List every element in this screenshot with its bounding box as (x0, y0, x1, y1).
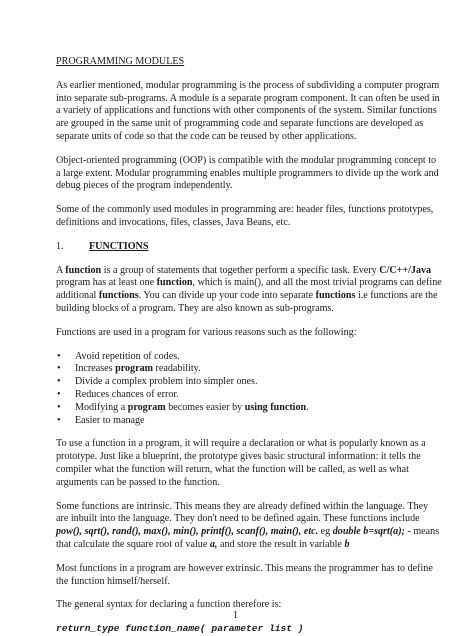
section-number: 1. (56, 240, 64, 252)
bullet-icon: • (57, 401, 61, 413)
bullet-icon: • (57, 414, 61, 426)
list-item: • Divide a complex problem into simpler ones. (57, 376, 258, 388)
page-title: PROGRAMMING MODULES (56, 56, 185, 67)
intro-paragraph: As earlier mentioned, modular programming is the process of subdividing a computer program into separate sub-programs. A module is a separate program component. It can often be used in a variety of applications and functions with other components of the system. Similar functions are grouped in the same unit of programming code and separate functions are developed as separate units of code so that the code can be reused by other applications. (56, 79, 440, 142)
section-title: FUNCTIONS (89, 240, 149, 252)
bullet-icon: • (57, 363, 61, 375)
list-item: • Increases program readability. (57, 363, 201, 375)
reasons-intro-paragraph: Functions are used in a program for various reasons such as the following: (56, 326, 357, 338)
extrinsic-functions-paragraph: Most functions in a program are however extrinsic. This means the programmer has to define the function himself/herself. (56, 562, 433, 587)
modules-paragraph: Some of the commonly used modules in programming are: header files, functions prototypes, definitions and invocations, files, classes, Java Beans, etc. (56, 204, 434, 228)
prototype-paragraph: To use a function in a program, it will require a declaration or what is popularly known as a prototype. Just like a blueprint, the prototype gives basic structural information: it tells the compiler what the function will return, what the function will be called, as well as what arguments can be passed to the function. (56, 438, 426, 488)
section-heading (56, 241, 442, 254)
bullet-icon: • (57, 376, 61, 388)
syntax-intro-paragraph: The general syntax for declaring a function therefore is: (56, 599, 282, 611)
function-definition-paragraph: A function is a group of statements that together perform a specific task. Every C/C++/Java program has at least one function, which is main(), and all the most trivial programs can define additional functions. You can divide up your code into separate functions i.e functions are the building blocks of a program. They are also known as sub-programs. (56, 264, 442, 314)
list-item: • Avoid repetition of codes. (57, 350, 180, 362)
list-item: • Easier to manage (57, 414, 145, 426)
list-item: • Modifying a program becomes easier by using function. (57, 401, 309, 413)
document-body (56, 56, 442, 636)
bullet-icon: • (57, 350, 61, 362)
page-number: 1 (233, 610, 238, 621)
intrinsic-functions-paragraph: Some functions are intrinsic. This means they are already defined within the language. They are inbuilt into the language. They don't need to be defined again. These functions include pow(), sqrt(), rand(), max(), min(), printf(), scanf(), main(), etc. eg double b=sqrt(a); - means that calculate the square root of value a, and store the result in variable b (56, 500, 440, 550)
oop-paragraph: Object-oriented programming (OOP) is compatible with the modular programming concept to a large extent. Modular programming enables multiple programmers to divide up the work and debug pieces of the program independently. (56, 154, 439, 192)
list-item: • Reduces chances of error. (57, 388, 179, 400)
bullet-icon: • (57, 388, 61, 400)
reasons-list (56, 351, 442, 428)
syntax-code: return_type function_name( parameter list ) (56, 623, 304, 635)
